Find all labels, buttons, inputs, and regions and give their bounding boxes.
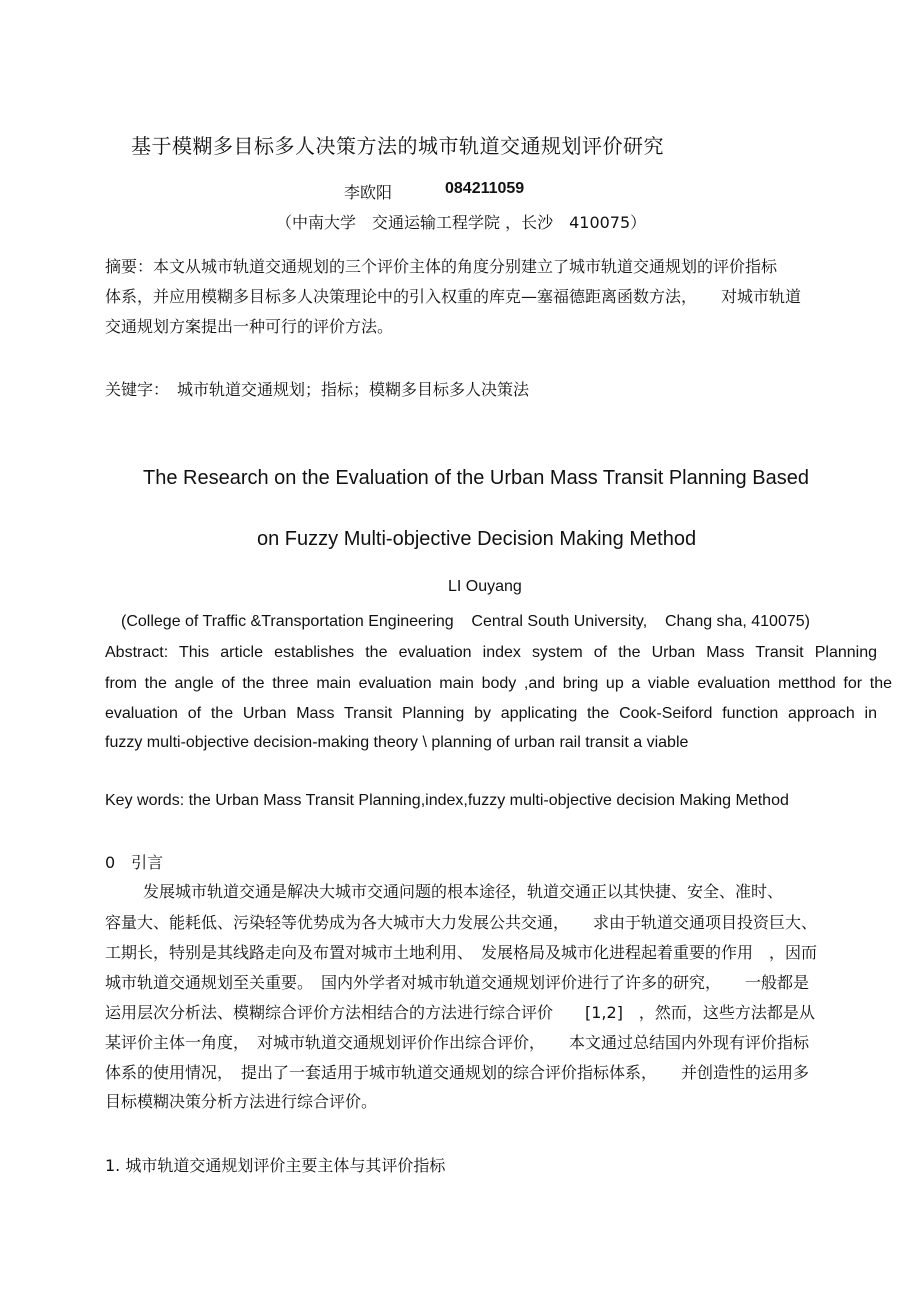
affiliation-cn: （中南大学 交通运输工程学院 ，长沙 410075） xyxy=(276,213,647,232)
body-line: 某评价主体一角度， 对城市轨道交通规划评价作出综合评价， 本文通过总结国内外现有评价指标 xyxy=(105,1033,810,1052)
title-en-line-2: on Fuzzy Multi-objective Decision Making Method xyxy=(257,528,697,550)
keywords-en: Key words: the Urban Mass Transit Planning,index,fuzzy multi-objective decision Making Method xyxy=(105,792,789,809)
section-0-heading: 0 引言 xyxy=(105,853,164,872)
abstract-cn-line: 体系，并应用模糊多目标多人决策理论中的引入权重的库克—塞福德距离函数方法， 对城市轨道 xyxy=(105,287,802,306)
title-cn: 基于模糊多目标多人决策方法的城市轨道交通规划评价研究 xyxy=(131,134,664,158)
body-line: 运用层次分析法、模糊综合评价方法相结合的方法进行综合评价 [1,2] ，然而，这些方法都是从 xyxy=(105,1003,815,1022)
body-line: 体系的使用情况， 提出了一套适用于城市轨道交通规划的综合评价指标体系， 并创造性的运用多 xyxy=(105,1063,810,1082)
body-line: 工期长，特别是其线路走向及布置对城市土地利用、 发展格局及城市化进程起着重要的作用 ，因而 xyxy=(105,943,818,962)
abstract-en-line: evaluation of the Urban Mass Transit Planning by applicating the Cook-Seiford function approach in xyxy=(105,705,877,722)
title-en-line-1: The Research on the Evaluation of the Urban Mass Transit Planning Based xyxy=(143,467,809,489)
student-id: 084211059 xyxy=(445,180,525,197)
body-line: 城市轨道交通规划至关重要。 国内外学者对城市轨道交通规划评价进行了许多的研究， 一般都是 xyxy=(105,973,810,992)
author-name-en: LI Ouyang xyxy=(448,578,522,595)
section-1-heading: 1. 城市轨道交通规划评价主要主体与其评价指标 xyxy=(105,1156,446,1175)
author-name-cn: 李欧阳 xyxy=(344,183,393,202)
abstract-en-line: from the angle of the three main evaluation main body ,and bring up a viable evaluation metthod for the xyxy=(105,675,892,692)
abstract-en-line: Abstract: This article establishes the evaluation index system of the Urban Mass Transit Planning xyxy=(105,644,877,661)
body-line: 容量大、能耗低、污染轻等优势成为各大城市大力发展公共交通， 求由于轨道交通项目投资巨大、 xyxy=(105,913,818,932)
abstract-cn-line: 交通规划方案提出一种可行的评价方法。 xyxy=(105,317,394,336)
keywords-cn: 关键字： 城市轨道交通规划；指标；模糊多目标多人决策法 xyxy=(105,380,530,399)
abstract-en-line: fuzzy multi-objective decision-making theory \ planning of urban rail transit a viable xyxy=(105,734,689,751)
affiliation-en: (College of Traffic &Transportation Engineering Central South University, Chang sha, 410075) xyxy=(121,613,810,630)
body-line: 目标模糊决策分析方法进行综合评价。 xyxy=(105,1092,378,1111)
body-line: 发展城市轨道交通是解决大城市交通问题的根本途径，轨道交通正以其快捷、安全、准时、 xyxy=(143,882,784,901)
abstract-cn-line: 摘要：本文从城市轨道交通规划的三个评价主体的角度分别建立了城市轨道交通规划的评价指标 xyxy=(105,257,778,276)
